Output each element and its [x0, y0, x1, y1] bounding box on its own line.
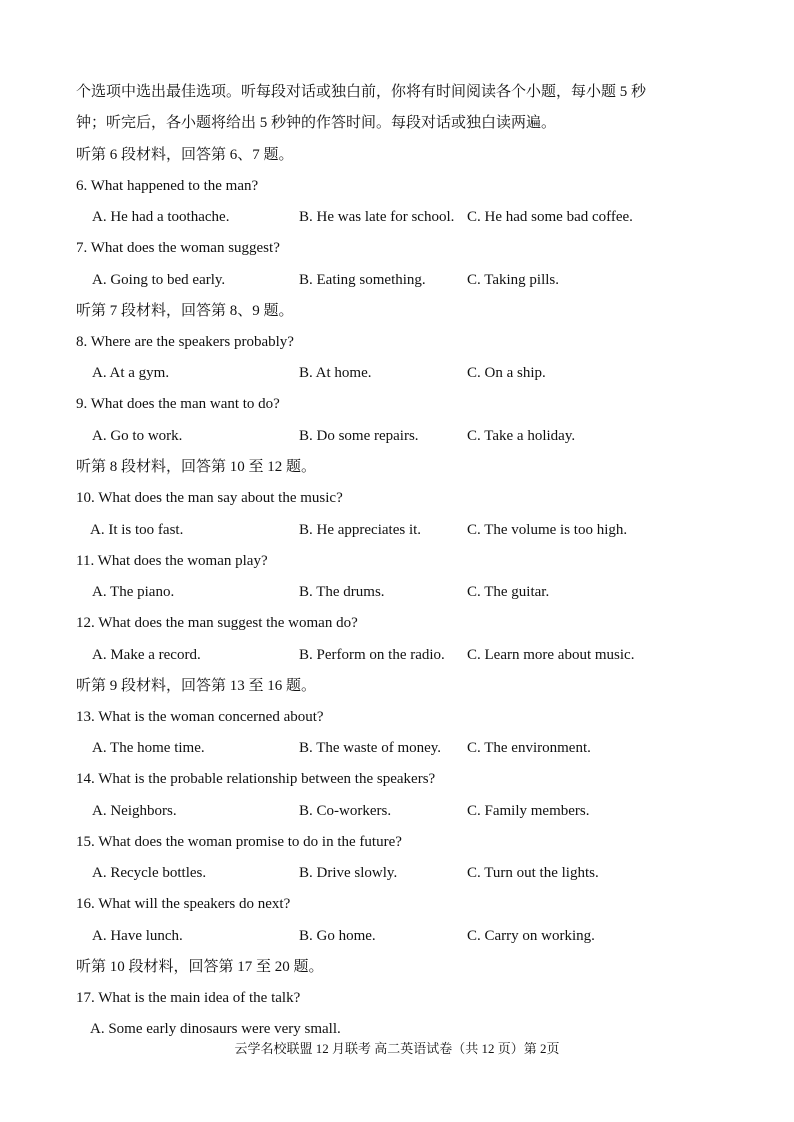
question-12-option-b: B. Perform on the radio. [299, 647, 445, 663]
intro-line-2: 钟；听完后，各小题将给出 5 秒钟的作答时间。每段对话或独白读两遍。 [76, 115, 557, 131]
section-7-heading: 听第 7 段材料，回答第 8、9 题。 [76, 303, 294, 319]
question-16-option-b: B. Go home. [299, 928, 376, 944]
section-10-heading: 听第 10 段材料，回答第 17 至 20 题。 [76, 959, 324, 975]
question-10: 10. What does the man say about the music? [76, 490, 343, 506]
section-8-heading: 听第 8 段材料，回答第 10 至 12 题。 [76, 459, 317, 475]
question-13: 13. What is the woman concerned about? [76, 709, 324, 725]
question-7-option-a: A. Going to bed early. [92, 272, 226, 288]
question-15: 15. What does the woman promise to do in the future? [76, 834, 402, 850]
question-9: 9. What does the man want to do? [76, 396, 280, 412]
question-10-option-b: B. He appreciates it. [299, 522, 422, 538]
question-11-option-b: B. The drums. [299, 584, 385, 600]
question-9-option-a: A. Go to work. [92, 428, 183, 444]
section-6-heading: 听第 6 段材料，回答第 6、7 题。 [76, 147, 294, 163]
question-9-option-c: C. Take a holiday. [467, 428, 576, 444]
question-11-option-a: A. The piano. [92, 584, 175, 600]
intro-line-1: 个选项中选出最佳选项。听每段对话或独白前，你将有时间阅读各个小题，每小题 5 秒 [76, 84, 647, 100]
question-13-option-c: C. The environment. [467, 740, 591, 756]
question-15-option-c: C. Turn out the lights. [467, 865, 599, 881]
section-9-heading: 听第 9 段材料，回答第 13 至 16 题。 [76, 678, 317, 694]
question-6-option-c: C. He had some bad coffee. [467, 209, 633, 225]
question-13-option-b: B. The waste of money. [299, 740, 442, 756]
question-11: 11. What does the woman play? [76, 553, 268, 569]
question-16: 16. What will the speakers do next? [76, 896, 291, 912]
question-17: 17. What is the main idea of the talk? [76, 990, 301, 1006]
question-13-option-a: A. The home time. [92, 740, 205, 756]
question-14: 14. What is the probable relationship between the speakers? [76, 771, 436, 787]
question-6-option-a: A. He had a toothache. [92, 209, 230, 225]
question-8-option-c: C. On a ship. [467, 365, 546, 381]
question-7: 7. What does the woman suggest? [76, 240, 280, 256]
question-16-option-a: A. Have lunch. [92, 928, 183, 944]
question-8-option-a: A. At a gym. [92, 365, 170, 381]
question-12: 12. What does the man suggest the woman do? [76, 615, 358, 631]
question-15-option-a: A. Recycle bottles. [92, 865, 207, 881]
page-footer: 云学名校联盟 12 月联考 高二英语试卷（共 12 页）第 2页 [234, 1041, 560, 1056]
question-14-option-c: C. Family members. [467, 803, 590, 819]
question-7-option-b: B. Eating something. [299, 272, 426, 288]
question-10-option-c: C. The volume is too high. [467, 522, 628, 538]
question-6-option-b: B. He was late for school. [299, 209, 455, 225]
question-8-option-b: B. At home. [299, 365, 372, 381]
question-16-option-c: C. Carry on working. [467, 928, 595, 944]
question-12-option-c: C. Learn more about music. [467, 647, 635, 663]
question-9-option-b: B. Do some repairs. [299, 428, 419, 444]
question-15-option-b: B. Drive slowly. [299, 865, 398, 881]
question-14-option-b: B. Co-workers. [299, 803, 392, 819]
question-8: 8. Where are the speakers probably? [76, 334, 294, 350]
question-7-option-c: C. Taking pills. [467, 272, 560, 288]
question-6: 6. What happened to the man? [76, 178, 259, 194]
question-10-option-a: A. It is too fast. [90, 522, 184, 538]
question-17-option-a: A. Some early dinosaurs were very small. [90, 1021, 341, 1037]
question-14-option-a: A. Neighbors. [92, 803, 177, 819]
question-11-option-c: C. The guitar. [467, 584, 550, 600]
question-12-option-a: A. Make a record. [92, 647, 201, 663]
